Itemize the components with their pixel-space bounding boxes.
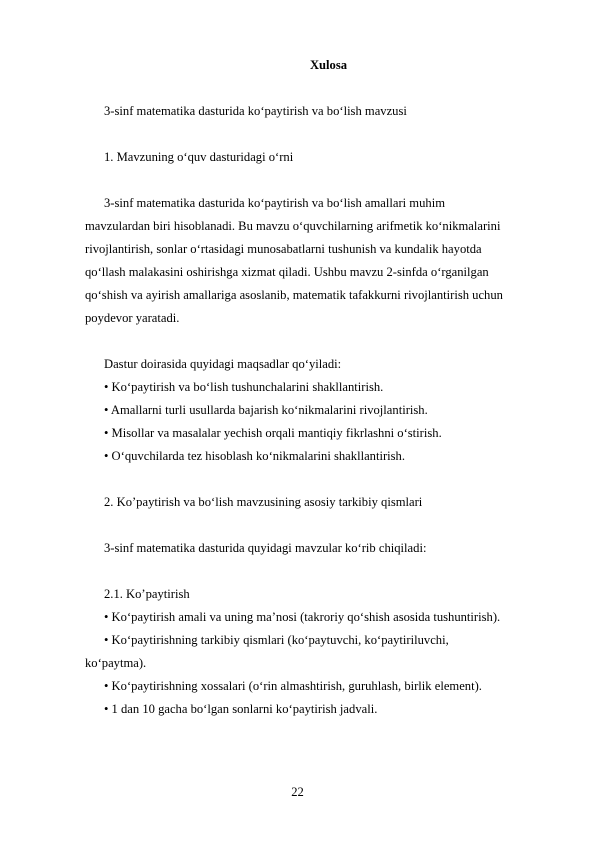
goal-item: • Misollar va masalalar yechish orqali mantiqiy fikrlashni o‘stirish. [104, 426, 442, 440]
subsection-2-1-heading: 2.1. Ko’paytirish [104, 587, 190, 601]
paragraph-1-line: qo‘llash malakasini oshirishga xizmat qiladi. Ushbu mavzu 2-sinfda o‘rganilgan [85, 265, 489, 279]
bullet-item: • Ko‘paytirishning tarkibiy qismlari (ko‘paytuvchi, ko‘paytiriluvchi, [104, 633, 449, 647]
goal-item: • Amallarni turli usullarda bajarish ko‘nikmalarini rivojlantirish. [104, 403, 428, 417]
topic-heading: 3-sinf matematika dasturida ko‘paytirish va bo‘lish mavzusi [104, 104, 407, 118]
goals-intro: Dastur doirasida quyidagi maqsadlar qo‘yiladi: [104, 357, 342, 371]
paragraph-1-line: rivojlantirish, sonlar o‘rtasidagi munosabatlarni tushunish va kundalik hayotda [85, 242, 482, 256]
section-1-heading: 1. Mavzuning o‘quv dasturidagi o‘rni [104, 150, 294, 164]
bullet-item: • Ko‘paytirish amali va uning ma’nosi (takroriy qo‘shish asosida tushuntirish). [104, 610, 501, 624]
goal-item: • O‘quvchilarda tez hisoblash ko‘nikmalarini shakllantirish. [104, 449, 405, 463]
bullet-item-continuation: ko‘paytma). [85, 656, 147, 670]
bullet-item: • 1 dan 10 gacha bo‘lgan sonlarni ko‘paytirish jadvali. [104, 702, 378, 716]
paragraph-1-line: 3-sinf matematika dasturida ko‘paytirish va bo‘lish amallari muhim [104, 196, 445, 210]
bullet-item: • Ko‘paytirishning xossalari (o‘rin almashtirish, guruhlash, birlik element). [104, 679, 482, 693]
goal-item: • Ko‘paytirish va bo‘lish tushunchalarini shakllantirish. [104, 380, 384, 394]
paragraph-1-line: qo‘shish va ayirish amallariga asoslanib, matematik tafakkurni rivojlantirish uchun [85, 288, 503, 302]
section-2-intro: 3-sinf matematika dasturida quyidagi mavzular ko‘rib chiqiladi: [104, 541, 427, 555]
section-2-heading: 2. Ko’paytirish va bo‘lish mavzusining asosiy tarkibiy qismlari [104, 495, 423, 509]
paragraph-1-line: mavzulardan biri hisoblanadi. Bu mavzu o‘quvchilarning arifmetik ko‘nikmalarini [85, 219, 501, 233]
page-number: 22 [291, 785, 304, 799]
paragraph-1-line: poydevor yaratadi. [85, 311, 180, 325]
page-title: Xulosa [309, 58, 348, 72]
